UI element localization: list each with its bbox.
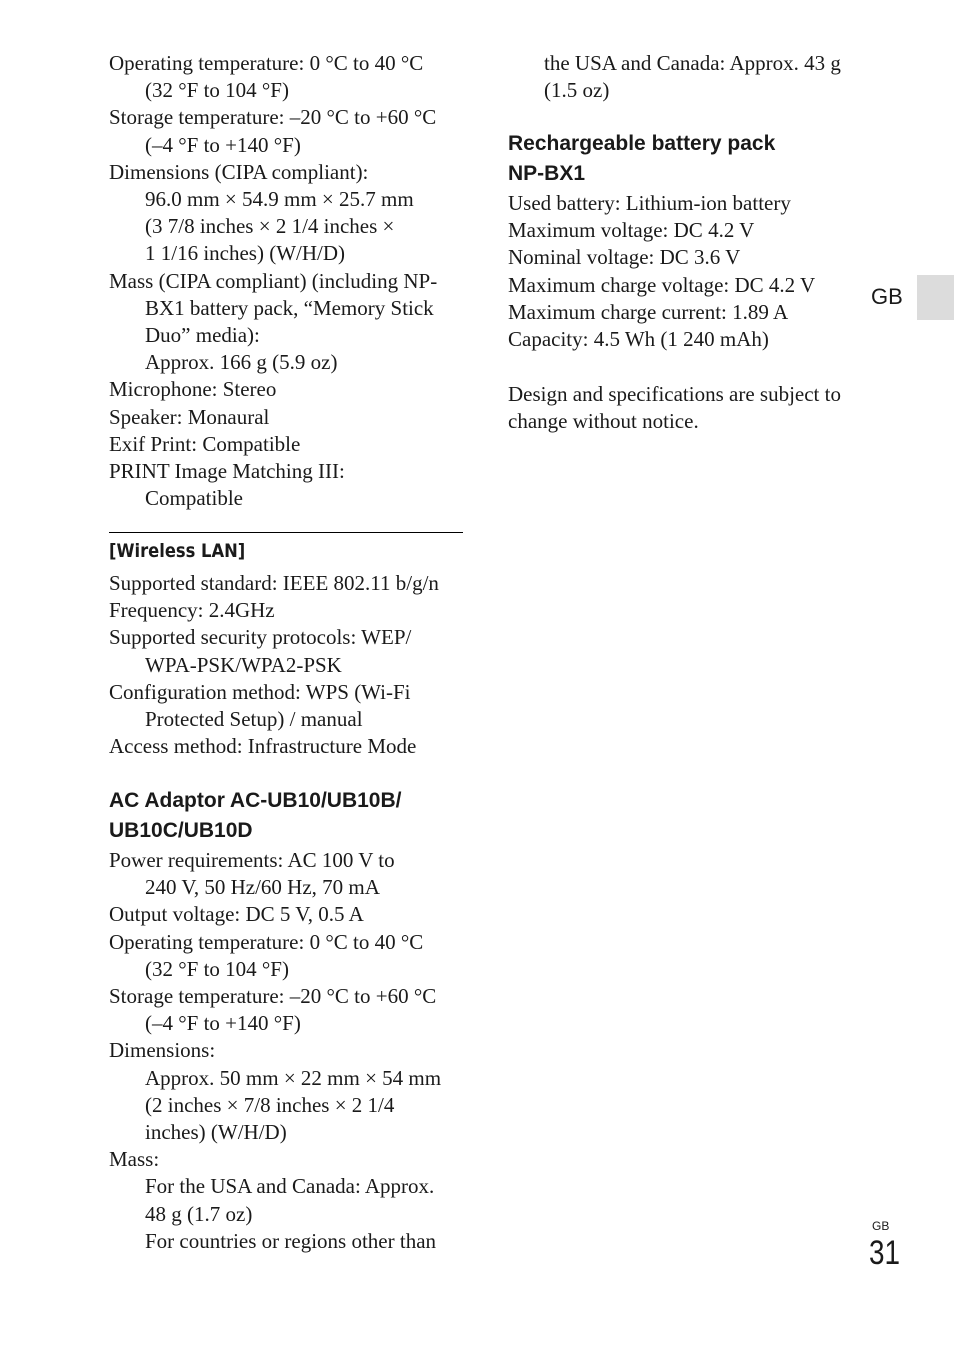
- spec-line: Dimensions (CIPA compliant):: [109, 159, 369, 184]
- spec-line: Power requirements: AC 100 V to: [109, 848, 395, 872]
- spec-line: Exif Print: Compatible: [109, 431, 301, 456]
- spec-line: Supported standard: IEEE 802.11 b/g/n: [109, 571, 439, 595]
- wireless-lan-specs: [109, 570, 439, 760]
- spec-line: Used battery: Lithium-ion battery: [508, 191, 791, 215]
- camera-specs: [109, 50, 437, 512]
- spec-line: Maximum charge current: 1.89 A: [508, 299, 789, 324]
- spec-line: Access method: Infrastructure Mode: [109, 734, 417, 759]
- spec-line: Compatible: [145, 486, 243, 511]
- spec-line: Operating temperature: 0 °C to 40 °C: [109, 929, 424, 954]
- spec-line: For the USA and Canada: Approx.: [145, 1174, 435, 1199]
- ac-adaptor-heading: [109, 786, 401, 845]
- spec-line: Storage temperature: –20 °C to +60 °C: [109, 105, 437, 130]
- spec-line: Mass (CIPA compliant) (including NP-: [109, 268, 438, 293]
- spec-line: Approx. 166 g (5.9 oz): [145, 350, 338, 375]
- mass-continuation: [508, 50, 841, 104]
- spec-line: Maximum charge voltage: DC 4.2 V: [508, 272, 816, 297]
- spec-line: Mass:: [109, 1147, 160, 1172]
- spec-line: Output voltage: DC 5 V, 0.5 A: [109, 902, 364, 927]
- notice: [508, 381, 841, 435]
- spec-line: PRINT Image Matching III:: [109, 459, 345, 484]
- spec-line: Dimensions:: [109, 1038, 216, 1063]
- language-tab-label: GB: [871, 284, 903, 309]
- spec-line: Microphone: Stereo: [109, 377, 277, 402]
- spec-line: Frequency: 2.4GHz: [109, 598, 275, 623]
- battery-heading-line2: NP-BX1: [508, 161, 586, 185]
- battery-heading: [508, 129, 775, 188]
- ac-adaptor-heading-line2: UB10C/UB10D: [109, 818, 253, 842]
- page-number: 31: [869, 1234, 901, 1272]
- spec-line: For countries or regions other than: [145, 1228, 437, 1253]
- language-tab: [917, 275, 954, 320]
- spec-line: Speaker: Monaural: [109, 404, 270, 429]
- spec-line: 48 g (1.7 oz): [145, 1201, 253, 1226]
- battery-specs: [508, 190, 815, 353]
- spec-line: the USA and Canada: Approx. 43 g: [544, 51, 841, 75]
- spec-line: (32 °F to 104 °F): [145, 956, 289, 981]
- ac-adaptor-specs: [109, 847, 441, 1255]
- spec-line: (1.5 oz): [544, 78, 610, 103]
- spec-line: (3 7/8 inches × 2 1/4 inches ×: [145, 214, 395, 239]
- spec-line: Supported security protocols: WEP/: [109, 625, 412, 650]
- notice-line2: change without notice.: [508, 409, 699, 434]
- spec-line: Approx. 50 mm × 22 mm × 54 mm: [145, 1065, 442, 1090]
- spec-line: Operating temperature: 0 °C to 40 °C: [109, 51, 424, 75]
- spec-line: 240 V, 50 Hz/60 Hz, 70 mA: [145, 875, 380, 900]
- spec-line: Capacity: 4.5 Wh (1 240 mAh): [508, 327, 769, 352]
- spec-line: Nominal voltage: DC 3.6 V: [508, 245, 741, 270]
- spec-line: Storage temperature: –20 °C to +60 °C: [109, 984, 437, 1009]
- spec-line: Protected Setup) / manual: [145, 707, 363, 732]
- spec-line: (32 °F to 104 °F): [145, 78, 289, 103]
- spec-line: Duo” media):: [145, 323, 260, 348]
- spec-line: inches) (W/H/D): [145, 1120, 287, 1145]
- section-divider: [109, 532, 463, 533]
- notice-line1: Design and specifications are subject to: [508, 382, 841, 406]
- ac-adaptor-heading-line1: AC Adaptor AC-UB10/UB10B/: [109, 789, 402, 812]
- wireless-lan-heading: [Wireless LAN]: [109, 540, 246, 562]
- spec-line: 1 1/16 inches) (W/H/D): [145, 241, 346, 266]
- spec-line: WPA-PSK/WPA2-PSK: [145, 652, 342, 677]
- spec-line: BX1 battery pack, “Memory Stick: [145, 295, 434, 320]
- battery-heading-line1: Rechargeable battery pack: [508, 132, 776, 155]
- spec-line: Maximum voltage: DC 4.2 V: [508, 218, 755, 243]
- spec-line: (–4 °F to +140 °F): [145, 132, 301, 157]
- spec-line: Configuration method: WPS (Wi-Fi: [109, 679, 411, 704]
- page-region-label: GB: [872, 1219, 890, 1233]
- spec-line: (2 inches × 7/8 inches × 2 1/4: [145, 1092, 395, 1117]
- spec-line: 96.0 mm × 54.9 mm × 25.7 mm: [145, 187, 414, 212]
- spec-line: (–4 °F to +140 °F): [145, 1011, 301, 1036]
